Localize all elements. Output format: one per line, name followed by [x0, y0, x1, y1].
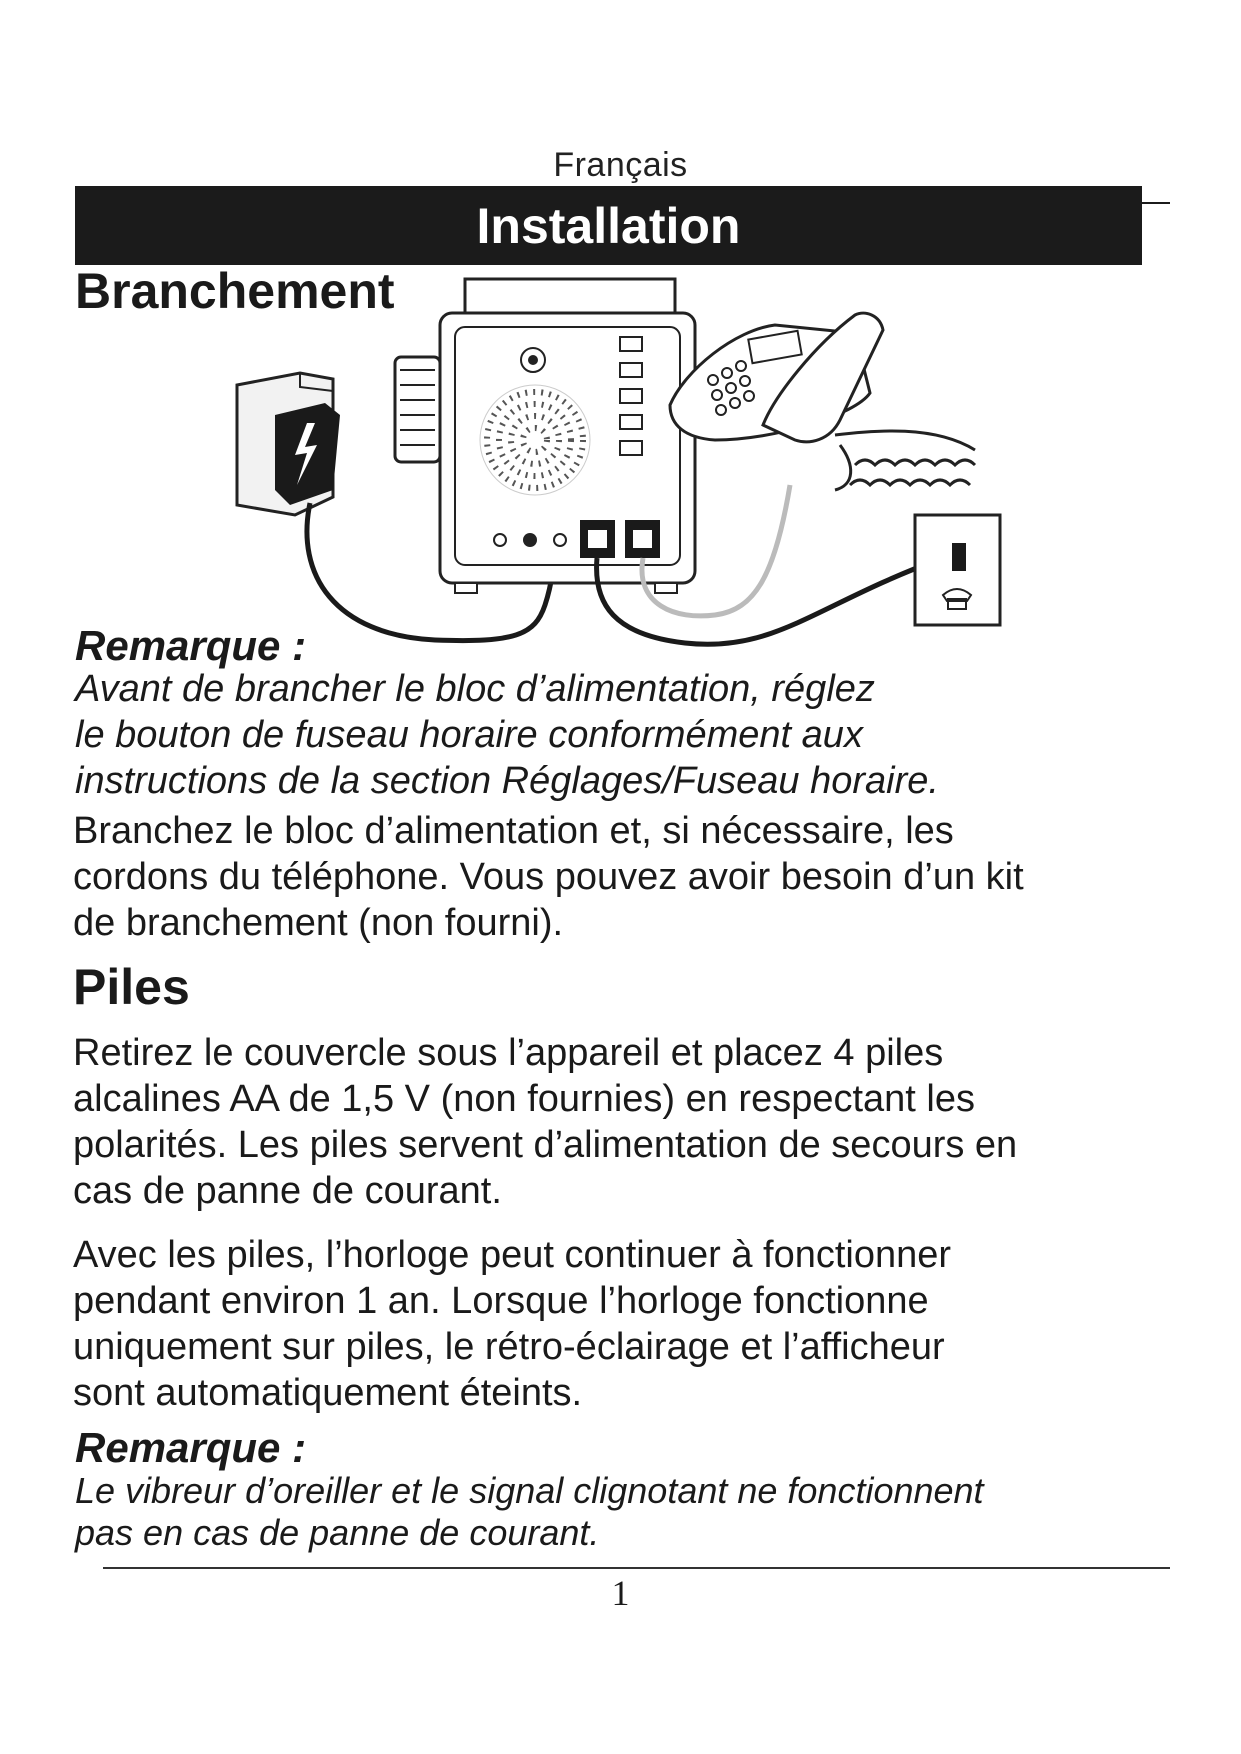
- connection-illustration: [215, 275, 1205, 680]
- note-line: pas en cas de panne de courant.: [75, 1512, 600, 1553]
- heading-piles: Piles: [73, 959, 190, 1015]
- body-line: cordons du téléphone. Vous pouvez avoir besoin d’un kit: [73, 856, 1024, 898]
- section-title: Installation: [476, 197, 741, 254]
- header-rule: [1142, 202, 1170, 204]
- body-line: pendant environ 1 an. Lorsque l’horloge fonctionne: [73, 1280, 929, 1322]
- body-line: cas de panne de courant.: [73, 1170, 502, 1212]
- heading-branchement: Branchement: [75, 263, 395, 319]
- section-title-bar: [75, 186, 1142, 265]
- body-line: Branchez le bloc d’alimentation et, si nécessaire, les: [73, 810, 954, 852]
- note-line: Le vibreur d’oreiller et le signal clignotant ne fonctionnent: [75, 1470, 984, 1511]
- note-line: instructions de la section Réglages/Fuseau horaire.: [75, 760, 939, 802]
- body-line: polarités. Les piles servent d’alimentation de secours en: [73, 1124, 1018, 1166]
- note-line: Avant de brancher le bloc d’alimentation, réglez: [75, 668, 875, 710]
- page-number: 1: [611, 1573, 630, 1613]
- body-line: de branchement (non fourni).: [73, 902, 564, 944]
- note-heading-branchement: Remarque :: [75, 622, 307, 669]
- body-line: alcalines AA de 1,5 V (non fournies) en respectant les: [73, 1078, 975, 1120]
- body-line: sont automatiquement éteints.: [73, 1372, 583, 1414]
- footer-rule: [103, 1567, 1170, 1569]
- body-line: Retirez le couvercle sous l’appareil et placez 4 piles: [73, 1032, 944, 1074]
- language-label: Français: [553, 146, 688, 184]
- note-line: le bouton de fuseau horaire conformément aux: [75, 714, 863, 756]
- body-line: Avec les piles, l’horloge peut continuer à fonctionner: [73, 1234, 952, 1276]
- clock-device-icon: [395, 279, 695, 593]
- telephone-icon: [670, 313, 975, 490]
- body-line: uniquement sur piles, le rétro-éclairage et l’afficheur: [73, 1326, 945, 1368]
- note-heading-piles: Remarque :: [75, 1424, 307, 1471]
- power-adapter-icon: [275, 403, 340, 505]
- phone-wall-jack-icon: [915, 515, 1000, 625]
